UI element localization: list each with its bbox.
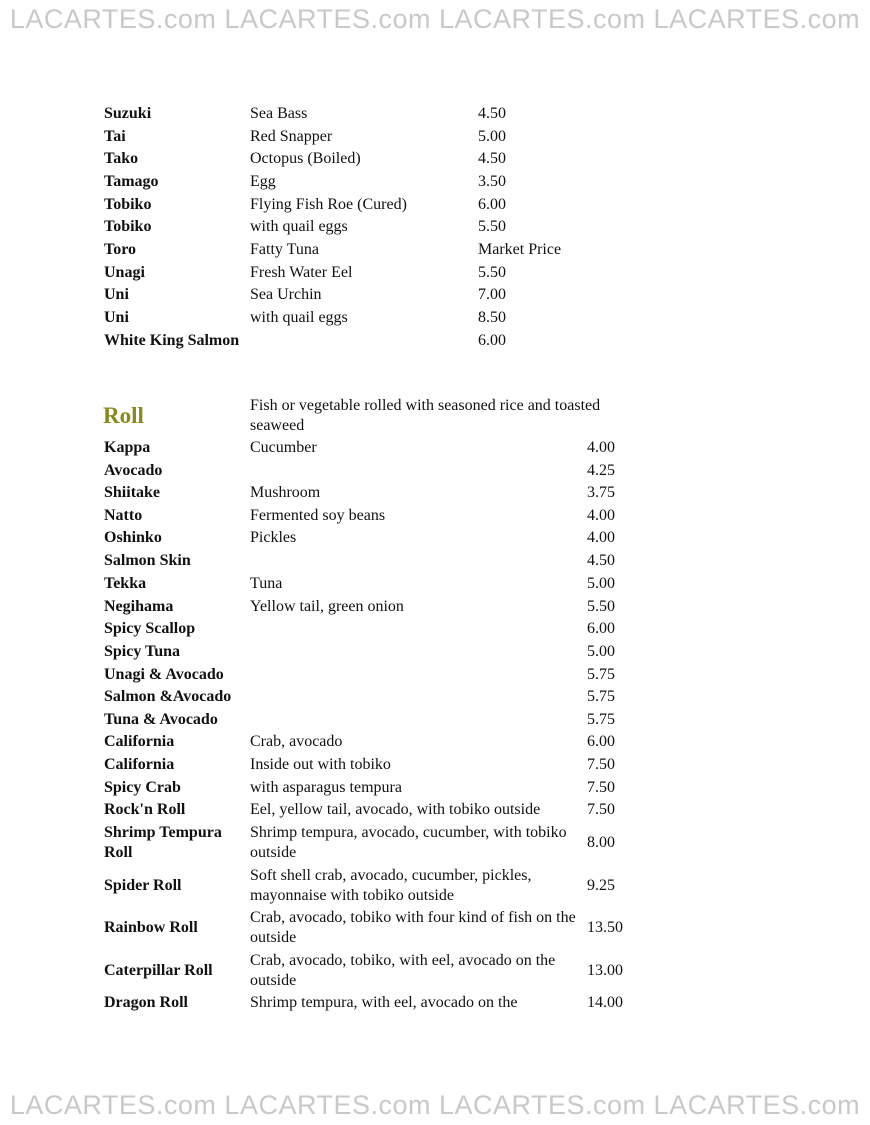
item-price: 5.50 [478, 264, 506, 281]
item-price: 3.75 [587, 484, 615, 501]
item-name: Spicy Scallop [104, 620, 196, 637]
item-name: Tobiko [104, 218, 152, 235]
item-desc: Tuna [250, 575, 283, 592]
item-name: Tako [104, 150, 139, 167]
item-desc: Soft shell crab, avocado, cucumber, pickles, mayonnaise with tobiko outside [250, 867, 532, 904]
item-price: 5.75 [587, 688, 615, 705]
item-price: 7.50 [587, 779, 615, 796]
item-name: Negihama [104, 598, 174, 615]
item-price: 5.50 [478, 218, 506, 235]
item-name: Spicy Tuna [104, 643, 181, 660]
item-name: Spicy Crab [104, 779, 181, 796]
item-price: 4.50 [587, 552, 615, 569]
item-price: 6.00 [587, 620, 615, 637]
item-name: Tamago [104, 173, 159, 190]
item-desc: Eel, yellow tail, avocado, with tobiko outside [250, 801, 541, 818]
item-name: Kappa [104, 439, 151, 456]
item-desc: Egg [250, 173, 276, 190]
item-name: Oshinko [104, 529, 162, 546]
item-price: 6.00 [478, 332, 506, 349]
item-price: 6.00 [587, 733, 615, 750]
item-name: Tekka [104, 575, 147, 592]
item-price: Market Price [478, 241, 562, 258]
item-name: Salmon &Avocado [104, 688, 232, 705]
item-price: 7.50 [587, 756, 615, 773]
section-title-roll: Roll [103, 403, 144, 428]
item-desc: Fresh Water Eel [250, 264, 353, 281]
item-price: 7.00 [478, 286, 506, 303]
item-price: 4.00 [587, 507, 615, 524]
item-name: Dragon Roll [104, 994, 188, 1011]
item-desc: with quail eggs [250, 218, 348, 235]
item-desc: with asparagus tempura [250, 779, 402, 796]
item-price: 7.50 [587, 801, 615, 818]
item-name: Caterpillar Roll [104, 962, 213, 979]
item-name: Unagi & Avocado [104, 666, 224, 683]
item-desc: Fermented soy beans [250, 507, 386, 524]
item-name: Shiitake [104, 484, 161, 501]
item-name: California [104, 756, 175, 773]
watermark-top: LACARTES.com LACARTES.com LACARTES.com LACARTES.com [9, 4, 861, 34]
item-price: 8.50 [478, 309, 506, 326]
item-price: 13.50 [587, 919, 623, 936]
item-name: Rainbow Roll [104, 919, 198, 936]
item-desc: Flying Fish Roe (Cured) [250, 196, 407, 213]
item-name: Natto [104, 507, 143, 524]
item-name: Uni [104, 309, 129, 326]
item-name: Unagi [104, 264, 145, 281]
item-price: 3.50 [478, 173, 506, 190]
item-name: California [104, 733, 175, 750]
item-price: 13.00 [587, 962, 623, 979]
item-name: Suzuki [104, 105, 152, 122]
item-name: Tai [104, 128, 126, 145]
item-name: Tuna & Avocado [104, 711, 218, 728]
item-desc: Sea Bass [250, 105, 308, 122]
item-price: 5.75 [587, 666, 615, 683]
item-name: Shrimp Tempura Roll [104, 824, 222, 861]
item-price: 4.50 [478, 105, 506, 122]
watermark-bottom: LACARTES.com LACARTES.com LACARTES.com LACARTES.com [9, 1090, 861, 1120]
item-desc: Red Snapper [250, 128, 333, 145]
item-desc: Crab, avocado, tobiko, with eel, avocado on the outside [250, 952, 556, 989]
item-desc: with quail eggs [250, 309, 348, 326]
item-desc: Inside out with tobiko [250, 756, 391, 773]
item-desc: Shrimp tempura, avocado, cucumber, with tobiko outside [250, 824, 567, 861]
item-price: 4.00 [587, 529, 615, 546]
item-desc: Shrimp tempura, with eel, avocado on the [250, 994, 518, 1011]
item-desc: Crab, avocado [250, 733, 343, 750]
item-name: Uni [104, 286, 129, 303]
item-price: 5.75 [587, 711, 615, 728]
item-price: 9.25 [587, 877, 615, 894]
item-desc: Sea Urchin [250, 286, 322, 303]
item-price: 6.00 [478, 196, 506, 213]
item-price: 5.00 [478, 128, 506, 145]
item-price: 5.00 [587, 643, 615, 660]
item-desc: Yellow tail, green onion [250, 598, 404, 615]
item-desc: Cucumber [250, 439, 317, 456]
item-name: White King Salmon [104, 332, 240, 349]
item-desc: Fatty Tuna [250, 241, 319, 258]
item-desc: Octopus (Boiled) [250, 150, 361, 167]
item-price: 4.25 [587, 462, 615, 479]
item-name: Spider Roll [104, 877, 182, 894]
item-name: Salmon Skin [104, 552, 191, 569]
item-price: 8.00 [587, 834, 615, 851]
item-desc: Pickles [250, 529, 297, 546]
item-price: 5.00 [587, 575, 615, 592]
item-price: 5.50 [587, 598, 615, 615]
item-name: Tobiko [104, 196, 152, 213]
item-price: 4.00 [587, 439, 615, 456]
item-price: 4.50 [478, 150, 506, 167]
item-desc: Mushroom [250, 484, 321, 501]
section-description: Fish or vegetable rolled with seasoned rice and toasted seaweed [250, 397, 601, 434]
item-price: 14.00 [587, 994, 623, 1011]
item-desc: Crab, avocado, tobiko with four kind of fish on the outside [250, 909, 576, 946]
item-name: Rock'n Roll [104, 801, 186, 818]
item-name: Avocado [104, 462, 163, 479]
item-name: Toro [104, 241, 137, 258]
